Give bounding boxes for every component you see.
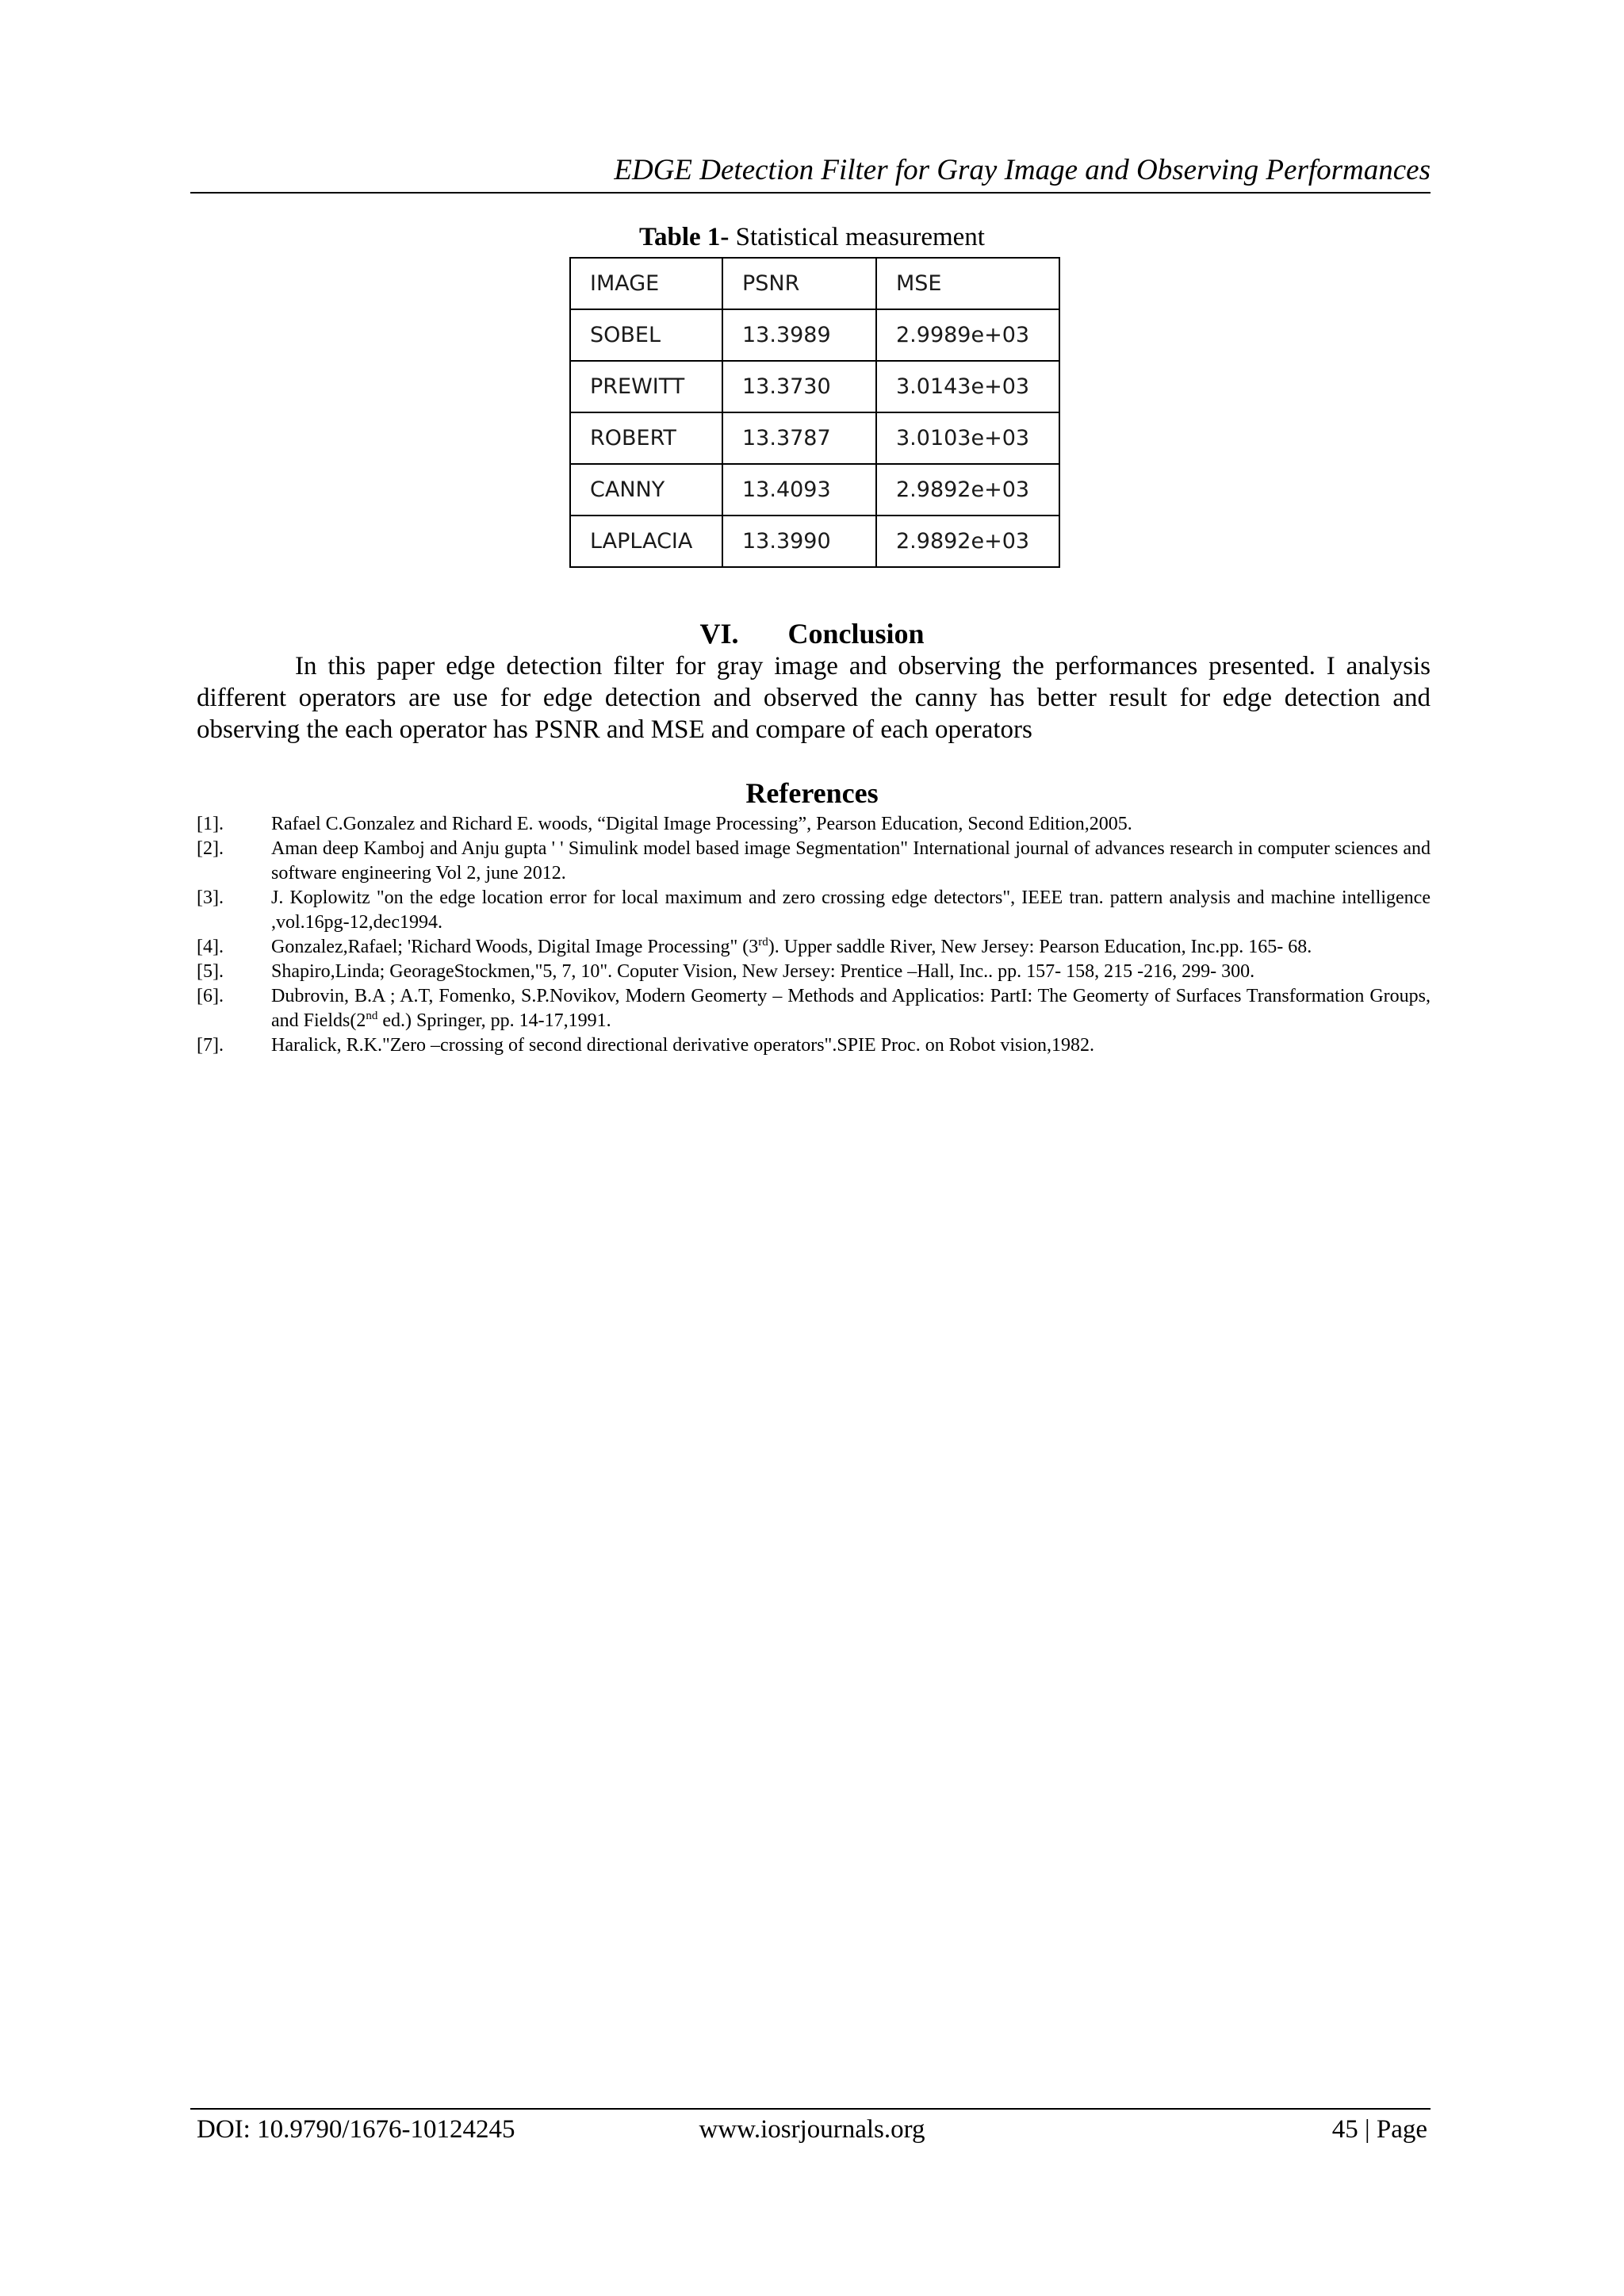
reference-text: Rafael C.Gonzalez and Richard E. woods, “Digital Image Processing”, Pearson Education, Second Edition,2005. — [271, 814, 1132, 834]
table-cell: 13.3990 — [722, 516, 876, 567]
references-heading: References — [745, 777, 879, 809]
header-rule — [190, 192, 1431, 194]
reference-text: J. Koplowitz "on the edge location error for local maximum and zero crossing edge detectors", IEEE tran. pattern analysis and machine intelligence ,vol.16pg-12,dec1994. — [271, 887, 1431, 933]
table-cell: SOBEL — [570, 309, 722, 361]
table-row — [570, 309, 1059, 361]
page-footer — [197, 2112, 1427, 2147]
table-header-cell: MSE — [876, 258, 1059, 309]
table-row — [570, 361, 1059, 412]
reference-number: [5]. — [197, 961, 224, 982]
footer-doi: DOI: 10.9790/1676-10124245 — [197, 2115, 515, 2144]
table-cell: 2.9892e+03 — [876, 516, 1059, 567]
reference-item — [197, 812, 1431, 837]
reference-text-part: ed.) Springer, pp. 14-17,1991. — [377, 1010, 611, 1031]
conclusion-paragraph: In this paper edge detection filter for gray image and observing the performances presented. I analysis different operators are use for edge detection and observed the canny has better result for edge detection and observing the each operator has PSNR and MSE and compare of each operators — [197, 652, 1431, 744]
table-cell: ROBERT — [570, 412, 722, 464]
table-cell: 13.3730 — [722, 361, 876, 412]
reference-number: [6]. — [197, 986, 224, 1006]
reference-item — [197, 960, 1431, 984]
reference-text — [271, 984, 1431, 1033]
reference-number: [7]. — [197, 1035, 224, 1056]
reference-superscript: nd — [366, 1010, 378, 1022]
table-header-cell: IMAGE — [570, 258, 722, 309]
statistics-table — [569, 257, 1060, 568]
table-caption — [0, 221, 1624, 253]
table-cell: 13.4093 — [722, 464, 876, 516]
reference-item — [197, 886, 1431, 935]
footer-page-number: 45 | Page — [1331, 2115, 1427, 2144]
table-row — [570, 464, 1059, 516]
section-number: VI. — [699, 618, 739, 650]
table-cell: 2.9892e+03 — [876, 464, 1059, 516]
table-row — [570, 412, 1059, 464]
table-row — [570, 516, 1059, 567]
reference-item — [197, 1033, 1431, 1058]
table-cell: 3.0143e+03 — [876, 361, 1059, 412]
reference-text-part: Gonzalez,Rafael; 'Richard Woods, Digital Image Processing" (3 — [271, 937, 759, 957]
reference-text: Aman deep Kamboj and Anju gupta ' ' Simulink model based image Segmentation" International journal of advances research in computer sciences and software engineering Vol 2, june 2012. — [271, 838, 1431, 884]
reference-number: [4]. — [197, 937, 224, 957]
table-caption-text: Statistical measurement — [729, 223, 985, 251]
table-cell: CANNY — [570, 464, 722, 516]
table-header-cell: PSNR — [722, 258, 876, 309]
table-cell: 13.3989 — [722, 309, 876, 361]
reference-item — [197, 935, 1431, 960]
conclusion-heading — [0, 616, 1624, 651]
table-cell: PREWITT — [570, 361, 722, 412]
section-title: Conclusion — [787, 618, 925, 650]
reference-text: Shapiro,Linda; GeorageStockmen,"5, 7, 10". Coputer Vision, New Jersey: Prentice –Hall, Inc.. pp. 157- 158, 215 -216, 299- 300. — [271, 961, 1255, 982]
reference-number: [3]. — [197, 887, 224, 908]
reference-text-part: ). Upper saddle River, New Jersey: Pearson Education, Inc.pp. 165- 68. — [768, 937, 1312, 957]
table-header-row — [570, 258, 1059, 309]
reference-number: [2]. — [197, 838, 224, 859]
footer-rule — [190, 2108, 1431, 2110]
running-title: EDGE Detection Filter for Gray Image and Observing Performances — [614, 154, 1431, 186]
footer-website: www.iosrjournals.org — [699, 2115, 925, 2144]
table-caption-label: Table 1- — [639, 223, 730, 251]
table-cell: LAPLACIA — [570, 516, 722, 567]
reference-number: [1]. — [197, 814, 224, 834]
reference-item — [197, 984, 1431, 1033]
table-cell: 2.9989e+03 — [876, 309, 1059, 361]
table-cell: 3.0103e+03 — [876, 412, 1059, 464]
reference-item — [197, 837, 1431, 886]
reference-superscript: rd — [758, 936, 768, 949]
reference-list — [197, 812, 1431, 1058]
table-cell: 13.3787 — [722, 412, 876, 464]
reference-text: Haralick, R.K."Zero –crossing of second directional derivative operators".SPIE Proc. on Robot vision,1982. — [271, 1035, 1095, 1056]
reference-text — [271, 935, 1431, 960]
reference-text-part: Dubrovin, B.A ; A.T, Fomenko, S.P.Novikov, Modern Geomerty – Methods and Applicatios: PartI: The Geomerty of Surfaces Transformation Groups, and Fields(2 — [271, 986, 1431, 1031]
